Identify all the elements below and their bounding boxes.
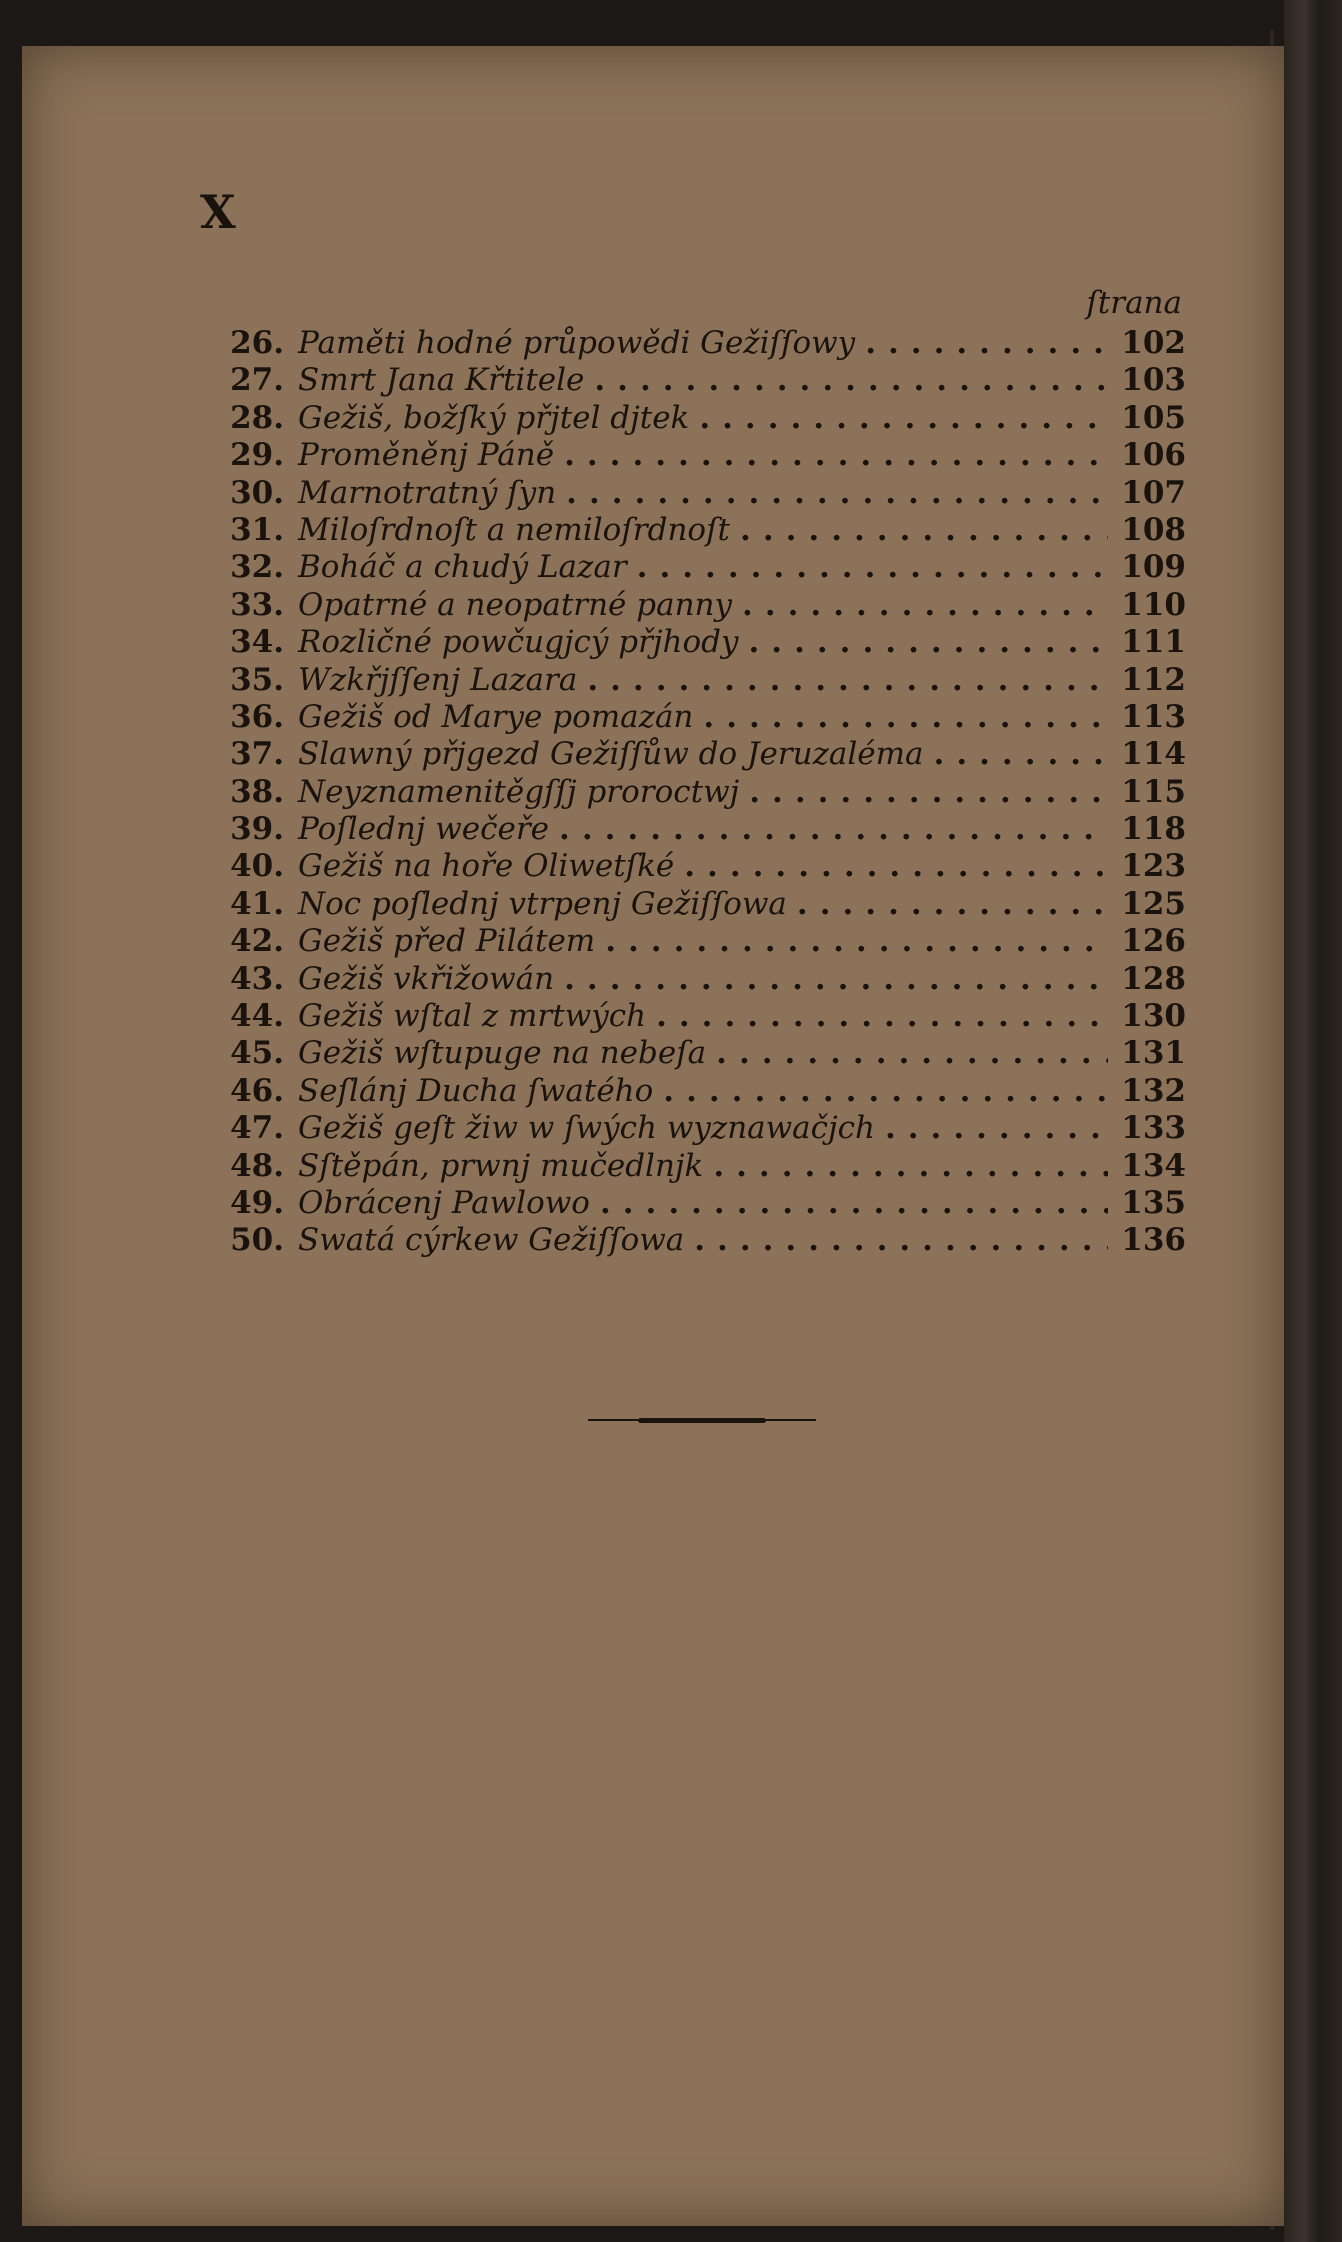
toc-entry	[226, 811, 1186, 848]
toc-entry	[226, 549, 1186, 586]
toc-entry-page: 111	[1121, 624, 1186, 661]
toc-entry-title: Gežiš geſt žiw w ſwých wyznawačjch	[298, 1110, 875, 1147]
toc-entry-number: 39.	[230, 811, 284, 848]
toc-dot-leader	[749, 624, 1108, 661]
toc-dot-leader	[742, 587, 1108, 624]
toc-entry	[226, 475, 1186, 512]
toc-dot-leader	[684, 848, 1108, 885]
toc-entry	[226, 624, 1186, 661]
toc-entry-number: 42.	[230, 923, 284, 960]
toc-entry-number: 34.	[230, 624, 284, 661]
toc-entry-title: Noc poſlednj vtrpenj Gežiſſowa	[298, 885, 787, 922]
toc-entry-page: 134	[1121, 1147, 1186, 1184]
toc-dot-leader	[716, 1035, 1108, 1072]
toc-entry-title: Boháč a chudý Lazar	[298, 549, 627, 586]
toc-entry-title: Smrt Jana Křtitele	[298, 362, 585, 399]
toc-entry	[226, 400, 1186, 437]
toc-entry-page: 106	[1121, 437, 1186, 474]
toc-entry-page: 132	[1121, 1072, 1186, 1109]
toc-entry-number: 45.	[230, 1035, 284, 1072]
toc-entry-number: 31.	[230, 511, 284, 548]
toc-entry-title: Sſtěpán, prwnj mučedlnjk	[298, 1147, 704, 1184]
toc-entry-page: 128	[1121, 960, 1186, 997]
toc-entry-title: Slawný přjgezd Gežiſſůw do Jeruzaléma	[298, 736, 924, 773]
toc-entry-page: 107	[1121, 474, 1186, 511]
toc-entry	[226, 1110, 1186, 1147]
toc-entry-number: 49.	[230, 1184, 284, 1221]
toc-entry-title: Gežiš před Pilátem	[298, 923, 596, 960]
toc-dot-leader	[713, 1148, 1108, 1185]
toc-entry-page: 113	[1121, 698, 1186, 735]
toc-entry-page: 108	[1121, 511, 1186, 548]
toc-entry	[226, 998, 1186, 1035]
toc-entry-number: 38.	[230, 773, 284, 810]
toc-entry	[226, 1073, 1186, 1110]
toc-dot-leader	[564, 961, 1108, 998]
toc-entry-number: 28.	[230, 399, 284, 436]
toc-entry	[226, 923, 1186, 960]
toc-entry-title: Gežiš na hoře Oliwetſké	[298, 848, 675, 885]
toc-dot-leader	[656, 998, 1108, 1035]
toc-entry-number: 43.	[230, 960, 284, 997]
toc-dot-leader	[559, 811, 1108, 848]
toc-dot-leader	[699, 400, 1108, 437]
toc-entry	[226, 325, 1186, 362]
toc-dot-leader	[703, 699, 1108, 736]
toc-entry-title: Poſlednj wečeře	[298, 811, 550, 848]
toc-entry	[226, 699, 1186, 736]
toc-entry-title: Gežiš od Marye pomazán	[298, 698, 694, 735]
toc-entry-number: 47.	[230, 1110, 284, 1147]
toc-entry-page: 133	[1121, 1110, 1186, 1147]
toc-entry-title: Marnotratný ſyn	[298, 474, 557, 511]
toc-dot-leader	[594, 362, 1108, 399]
toc-entry	[226, 512, 1186, 549]
toc-dot-leader	[740, 512, 1108, 549]
toc-entry-number: 41.	[230, 885, 284, 922]
toc-dot-leader	[663, 1073, 1108, 1110]
toc-entry-title: Wzkřjſſenj Lazara	[298, 661, 578, 698]
toc-entry	[226, 886, 1186, 923]
toc-entry-page: 110	[1121, 586, 1186, 623]
toc-dot-leader	[637, 549, 1108, 586]
toc-entry	[226, 587, 1186, 624]
toc-entry	[226, 362, 1186, 399]
toc-entry	[226, 961, 1186, 998]
toc-entry	[226, 774, 1186, 811]
toc-entry-number: 27.	[230, 362, 284, 399]
toc-entry-title: Rozličné powčugjcý přjhody	[298, 624, 739, 661]
toc-entry-title: Gežiš vkřižowán	[298, 960, 555, 997]
toc-entry	[226, 848, 1186, 885]
toc-entry-page: 126	[1121, 923, 1186, 960]
toc-entry-number: 36.	[230, 698, 284, 735]
toc-entry	[226, 662, 1186, 699]
toc-entry	[226, 1222, 1186, 1259]
toc-entry-title: Paměti hodné průpowědi Gežiſſowy	[298, 325, 856, 361]
toc-entry-number: 40.	[230, 848, 284, 885]
toc-dot-leader	[605, 923, 1108, 960]
toc-entry-number: 50.	[230, 1222, 284, 1259]
toc-entry-title: Proměněnj Páně	[298, 437, 555, 474]
toc-dot-leader	[865, 325, 1108, 362]
toc-entry	[226, 736, 1186, 773]
toc-entry-title: Gežiš wſtupuge na nebeſa	[298, 1035, 707, 1072]
toc-dot-leader	[934, 736, 1108, 773]
toc-entry-title: Seſlánj Ducha ſwatého	[298, 1072, 654, 1109]
book-gutter	[1284, 0, 1342, 2242]
toc-entry-title: Swatá cýrkew Gežiſſowa	[298, 1222, 685, 1259]
table-of-contents	[226, 325, 1186, 1260]
toc-entry-title: Opatrné a neopatrné panny	[298, 586, 733, 623]
toc-entry	[226, 437, 1186, 474]
toc-dot-leader	[564, 437, 1108, 474]
toc-entry-number: 32.	[230, 549, 284, 586]
toc-entry-number: 29.	[230, 437, 284, 474]
toc-entry-title: Miloſrdnoſt a nemiloſrdnoſt	[298, 511, 731, 548]
toc-entry-number: 37.	[230, 736, 284, 773]
toc-dot-leader	[566, 475, 1108, 512]
page-number-roman: X	[200, 185, 238, 239]
toc-entry-number: 48.	[230, 1147, 284, 1184]
toc-entry-page: 130	[1121, 998, 1186, 1035]
toc-entry-title: Gežiš wſtal z mrtwých	[298, 998, 647, 1035]
toc-entry-number: 35.	[230, 661, 284, 698]
toc-entry-page: 102	[1121, 325, 1186, 361]
toc-entry-page: 105	[1121, 399, 1186, 436]
toc-entry-page: 112	[1121, 661, 1186, 698]
toc-entry-page: 103	[1121, 362, 1186, 399]
toc-dot-leader	[694, 1222, 1108, 1259]
toc-entry-title: Gežiš, božſký přjtel djtek	[298, 399, 690, 436]
toc-entry-page: 109	[1121, 549, 1186, 586]
toc-entry-title: Obrácenj Pawlowo	[298, 1184, 590, 1221]
toc-entry-number: 26.	[230, 325, 284, 361]
toc-entry-number: 46.	[230, 1072, 284, 1109]
toc-entry-page: 123	[1121, 848, 1186, 885]
toc-entry-page: 125	[1121, 885, 1186, 922]
toc-entry-page: 115	[1121, 773, 1186, 810]
toc-dot-leader	[600, 1185, 1108, 1222]
decorative-rule	[588, 1418, 816, 1423]
toc-entry-number: 30.	[230, 474, 284, 511]
toc-entry	[226, 1035, 1186, 1072]
page-column-header: ſtrana	[1086, 285, 1182, 321]
toc-entry-page: 136	[1121, 1222, 1186, 1259]
toc-entry-page: 131	[1121, 1035, 1186, 1072]
toc-entry-number: 33.	[230, 586, 284, 623]
toc-entry	[226, 1148, 1186, 1185]
toc-entry-page: 114	[1121, 736, 1186, 773]
toc-dot-leader	[587, 662, 1108, 699]
toc-entry-title: Neyznamenitěgſſj proroctwj	[298, 773, 740, 810]
toc-entry	[226, 1185, 1186, 1222]
toc-dot-leader	[797, 886, 1108, 923]
toc-entry-number: 44.	[230, 998, 284, 1035]
toc-dot-leader	[749, 774, 1108, 811]
toc-entry-page: 135	[1121, 1184, 1186, 1221]
toc-dot-leader	[885, 1110, 1108, 1147]
toc-entry-page: 118	[1121, 811, 1186, 848]
